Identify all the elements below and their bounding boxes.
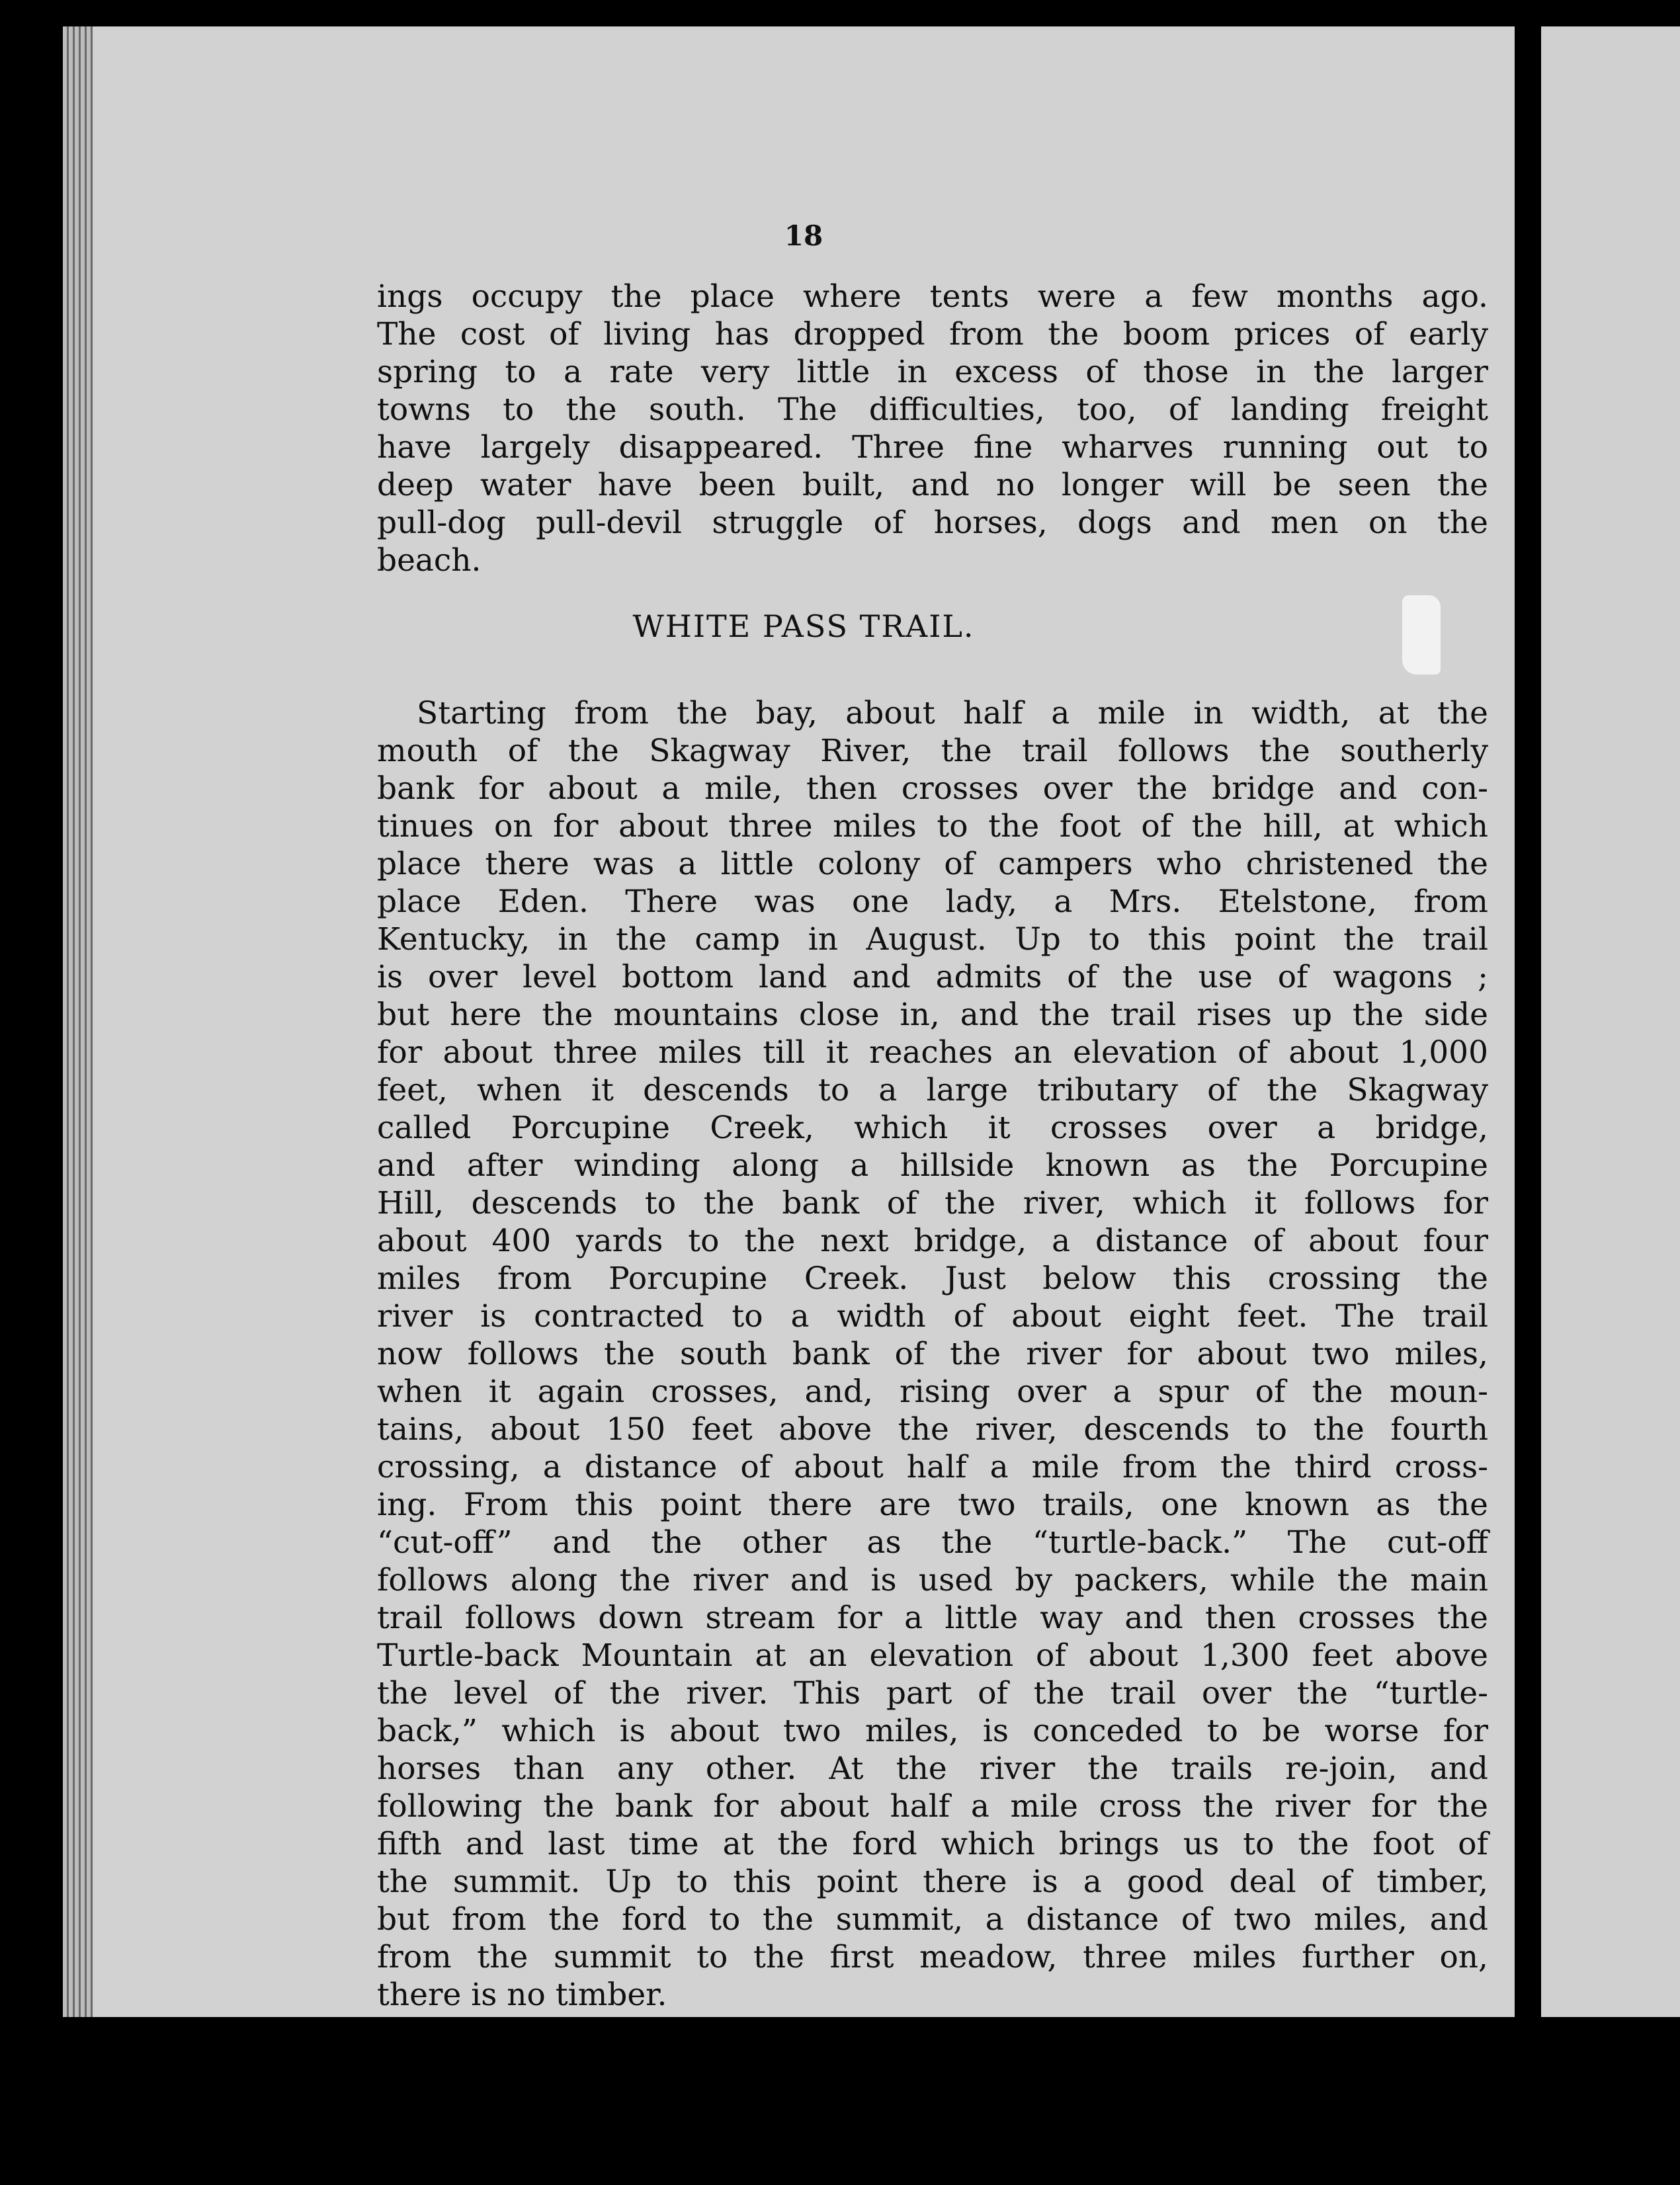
text-line: follows along the river and is used by packers, while the main <box>377 1562 1488 1598</box>
text-line: place Eden. There was one lady, a Mrs. Etelstone, from <box>377 884 1488 920</box>
text-line: tains, about 150 feet above the river, descends to the fourth <box>377 1411 1488 1448</box>
text-line: feet, when it descends to a large tributary of the Skagway <box>377 1072 1488 1108</box>
text-line: pull-dog pull-devil struggle of horses, dogs and men on the <box>377 505 1488 541</box>
text-line: miles from Porcupine Creek. Just below this crossing the <box>377 1260 1488 1297</box>
page-number: 18 <box>784 220 823 252</box>
text-line: but from the ford to the summit, a distance of two miles, and <box>377 1901 1488 1938</box>
text-line: is over level bottom land and admits of the use of wagons ; <box>377 959 1488 995</box>
text-line: when it again crosses, and, rising over a spur of the moun- <box>377 1374 1488 1410</box>
text-line: “cut-off” and the other as the “turtle-back.” The cut-off <box>377 1524 1488 1561</box>
text-line: ing. From this point there are two trails, one known as the <box>377 1487 1488 1523</box>
text-line: following the bank for about half a mile cross the river for the <box>377 1788 1488 1825</box>
text-line: mouth of the Skagway River, the trail follows the southerly <box>377 733 1488 769</box>
text-line: trail follows down stream for a little way and then crosses the <box>377 1600 1488 1636</box>
text-line: called Porcupine Creek, which it crosses over a bridge, <box>377 1110 1488 1146</box>
text-line: the summit. Up to this point there is a good deal of timber, <box>377 1864 1488 1900</box>
text-line: from the summit to the first meadow, three miles further on, <box>377 1939 1488 1975</box>
text-line: about 400 yards to the next bridge, a distance of about four <box>377 1223 1488 1259</box>
text-line: have largely disappeared. Three fine wharves running out to <box>377 429 1488 466</box>
section-heading: WHITE PASS TRAIL. <box>632 608 975 644</box>
text-line: beach. <box>377 542 482 579</box>
left-page <box>93 26 1515 2017</box>
text-line: back,” which is about two miles, is conceded to be worse for <box>377 1713 1488 1749</box>
paragraph-1 <box>377 278 1488 579</box>
text-line: now follows the south bank of the river for about two miles, <box>377 1336 1488 1372</box>
text-line: tinues on for about three miles to the foot of the hill, at which <box>377 808 1488 845</box>
text-line: for about three miles till it reaches an elevation of about 1,000 <box>377 1034 1488 1071</box>
text-line: ings occupy the place where tents were a few months ago. <box>377 278 1488 315</box>
text-line: The cost of living has dropped from the boom prices of early <box>377 316 1488 352</box>
text-line: fifth and last time at the ford which brings us to the foot of <box>377 1826 1488 1862</box>
text-line: and after winding along a hillside known as the Porcupine <box>377 1147 1488 1184</box>
text-line: Hill, descends to the bank of the river, which it follows for <box>377 1185 1488 1221</box>
paragraph-2 <box>377 694 1488 2014</box>
text-line: Starting from the bay, about half a mile in width, at the <box>417 695 1488 731</box>
page-edges <box>63 26 96 2017</box>
text-line: towns to the south. The difficulties, too, of landing freight <box>377 392 1488 428</box>
text-line: horses than any other. At the river the trails re-join, and <box>377 1751 1488 1787</box>
text-line: there is no timber. <box>377 1977 667 2013</box>
text-line: spring to a rate very little in excess of those in the larger <box>377 354 1488 390</box>
text-line: Kentucky, in the camp in August. Up to this point the trail <box>377 921 1488 958</box>
text-line: but here the mountains close in, and the trail rises up the side <box>377 997 1488 1033</box>
text-line: place there was a little colony of campers who christened the <box>377 846 1488 882</box>
text-line: river is contracted to a width of about eight feet. The trail <box>377 1298 1488 1335</box>
right-page-edge <box>1541 26 1680 2017</box>
text-line: Turtle-back Mountain at an elevation of about 1,300 feet above <box>377 1637 1488 1674</box>
paper-blemish <box>1402 595 1441 675</box>
text-line: crossing, a distance of about half a mile from the third cross- <box>377 1449 1488 1485</box>
text-line: the level of the river. This part of the trail over the “turtle- <box>377 1675 1488 1711</box>
text-line: deep water have been built, and no longer will be seen the <box>377 467 1488 503</box>
text-line: bank for about a mile, then crosses over the bridge and con- <box>377 770 1488 807</box>
